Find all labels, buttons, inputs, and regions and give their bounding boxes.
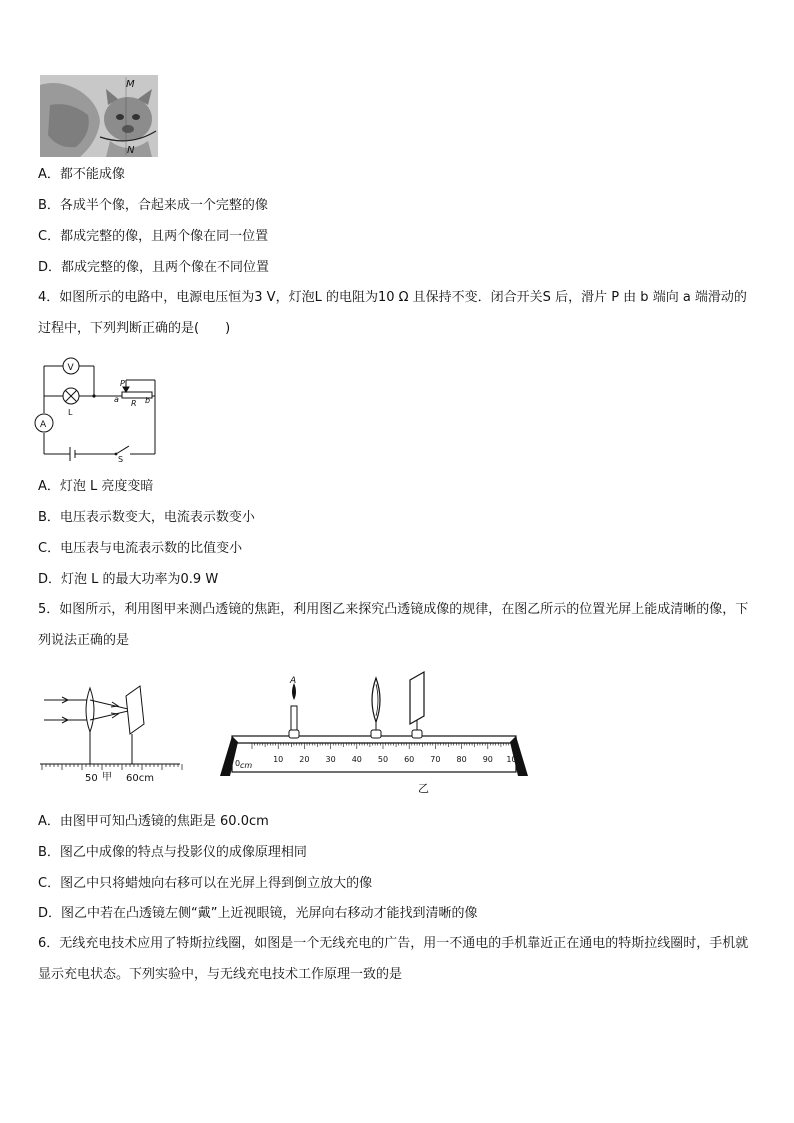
figure-jia-label: 甲: [102, 772, 112, 783]
ammeter-label: A: [40, 420, 47, 430]
slider-label: P: [120, 379, 125, 388]
yi-tick-label: 50: [377, 755, 389, 764]
yi-tick-label: 90: [482, 755, 493, 764]
q3-option-c: C．都成完整的像，且两个像在同一位置: [38, 229, 269, 244]
figure-yi-label: 乙: [418, 782, 429, 795]
resistor-label: R: [131, 399, 137, 408]
q4-option-b: B．电压表示数变大，电流表示数变小: [38, 510, 255, 525]
q5-option-a: A．由图甲可知凸透镜的焦距是 60.0cm: [38, 814, 269, 829]
light-screen: [410, 672, 424, 738]
yi-tick-label: 30: [325, 755, 336, 764]
q4-option-d: D．灯泡 L 的最大功率为0.9 W: [38, 572, 219, 587]
figure-jia: [40, 680, 190, 788]
circuit-diagram: [34, 350, 164, 465]
q3-option-a: A．都不能成像: [38, 167, 125, 182]
label-n: N: [127, 145, 135, 156]
figure-yi: [212, 670, 530, 795]
q5-option-c: C．图乙中只将蜡烛向右移可以在光屏上得到倒立放大的像: [38, 876, 373, 891]
cat-mirror-photo: [40, 75, 158, 157]
yi-tick-label: 40: [351, 755, 362, 764]
convex-lens: [371, 678, 381, 738]
q4-stem: 4．如图所示的电路中，电源电压恒为3 V，灯泡L 的电阻为10 Ω 且保持不变．闭合开关S 后，滑片 P 由 b 端向 a 端滑动的过程中，下列判断正确的是( ): [38, 290, 747, 336]
yi-tick-label: 0: [235, 759, 241, 768]
end-a-label: a: [114, 395, 119, 404]
candle-label: A: [290, 676, 297, 686]
q5-stem: 5．如图所示，利用图甲来测凸透镜的焦距，利用图乙来探究凸透镜成像的规律，在图乙所示的位置光屏上能成清晰的像，下列说法正确的是: [38, 602, 749, 648]
yi-tick-label: 70: [430, 755, 441, 764]
yi-tick-label: 80: [456, 755, 467, 764]
yi-tick-label: 20: [299, 755, 310, 764]
q3-option-b: B．各成半个像，合起来成一个完整的像: [38, 198, 268, 213]
yi-tick-label: 10: [273, 755, 284, 764]
jia-ruler-ticks: [42, 764, 182, 770]
yi-unit: cm: [240, 761, 253, 770]
lamp-label: L: [68, 408, 73, 417]
q4-option-a: A．灯泡 L 亮度变暗: [38, 479, 154, 494]
jia-tick-60: 60cm: [126, 773, 154, 784]
yi-tick-label: 60: [404, 755, 415, 764]
voltmeter-label: V: [67, 363, 74, 373]
candle: [289, 683, 299, 738]
jia-tick-50: 50: [85, 773, 98, 784]
label-m: M: [126, 79, 135, 90]
switch-label: S: [118, 455, 124, 464]
q3-option-d: D．都成完整的像，且两个像在不同位置: [38, 260, 270, 275]
q5-option-d: D．图乙中若在凸透镜左侧“戴”上近视眼镜，光屏向右移动才能找到清晰的像: [38, 906, 478, 921]
end-b-label: b: [145, 396, 151, 405]
q6-stem: 6．无线充电技术应用了特斯拉线圈，如图是一个无线充电的广告，用一不通电的手机靠近正在通电的特斯拉线圈时，手机就显示充电状态。下列实验中，与无线充电技术工作原理一致的是: [38, 936, 749, 982]
q4-option-c: C．电压表与电流表示数的比值变小: [38, 541, 243, 556]
yi-tick-label: 100: [506, 755, 522, 764]
q5-option-b: B．图乙中成像的特点与投影仪的成像原理相同: [38, 845, 307, 860]
